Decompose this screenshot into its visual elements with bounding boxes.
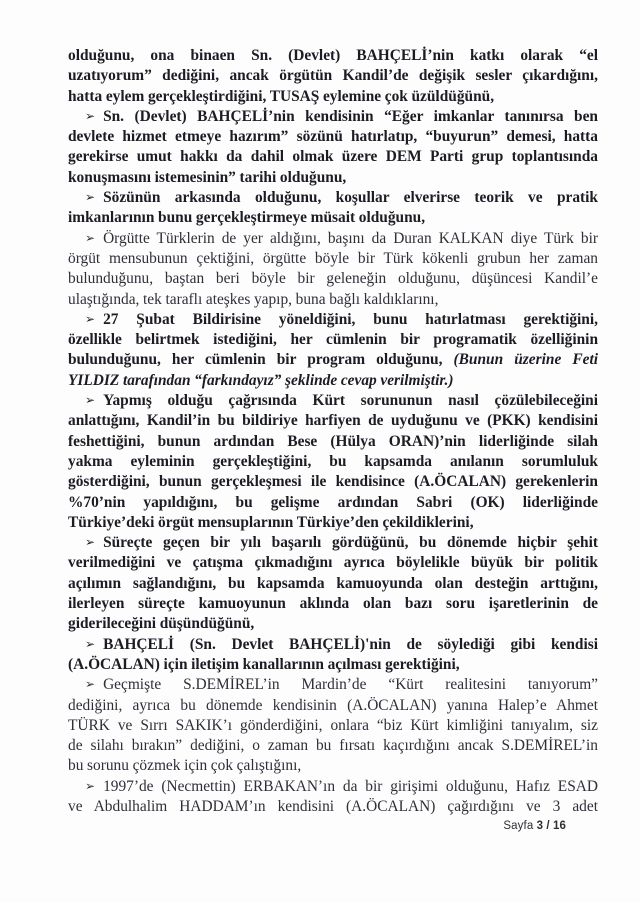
text-segment: Sn. (Devlet) BAHÇELİ’nin kendisinin “Eğer imkanlar tanınırsa ben — [103, 107, 598, 125]
text-segment: %70’nin yapıldığını, bu gelişme ardından Sabri (OK) liderliğinde — [68, 493, 598, 511]
bullet-paragraph — [68, 188, 598, 229]
text-line — [68, 736, 598, 756]
bullet-arrow-icon: ➢ — [85, 230, 96, 245]
text-segment: anlattığını, Kandil’in bu bildiriye harfiyen de uyduğunu ve (PKK) kendisini — [68, 412, 598, 430]
text-line — [68, 249, 598, 269]
bullet-paragraph — [68, 777, 598, 818]
text-line — [68, 655, 598, 675]
text-line — [68, 777, 598, 797]
text-line — [68, 269, 598, 289]
text-segment: BAHÇELİ (Sn. Devlet BAHÇELİ)'nin de söylediği gibi kendisi — [103, 635, 598, 653]
text-line — [68, 330, 598, 350]
text-segment: yakma eyleminin gerçekleştiğini, bu kapsamda anılanın sorumluluk — [68, 452, 598, 470]
text-line — [68, 614, 598, 634]
text-segment: hatta eylem gerçekleştirdiğini, TUSAŞ eylemine çok üzüldüğünü, — [68, 87, 495, 105]
text-segment: açılımın sağlandığını, bu kapsamda kamuoyunda olan desteğin arttığını, — [68, 574, 598, 592]
text-line — [68, 756, 598, 776]
text-line — [68, 107, 598, 127]
text-line — [68, 533, 598, 553]
text-line — [68, 46, 598, 66]
text-line — [68, 188, 598, 208]
footer-label: Sayfa — [503, 820, 534, 832]
bullet-arrow-icon: ➢ — [85, 190, 96, 205]
text-segment: bulunduğunu, her cümlenin bir program olduğunu, — [68, 351, 454, 369]
text-line — [68, 797, 598, 817]
text-segment: ilerleyen süreçte kamuoyunun aklında olan bazı soru işaretlerinin de — [68, 595, 598, 613]
text-segment: gösterdiğini, bunun gerçekleşmesi ile kendisince (A.ÖCALAN) gerekenlerin — [68, 473, 598, 491]
text-line — [68, 696, 598, 716]
text-segment: verilmediğini ve çatışma çıkmadığını ayrıca böylelikle büyük bir politik — [68, 554, 598, 572]
text-segment: özellikle belirtmek istediğini, her cümlenin bir programatik özelliğinin — [68, 331, 598, 349]
bullet-paragraph — [68, 310, 598, 391]
text-line — [68, 168, 598, 188]
text-segment: bu sorunu çözmek için çok çalıştığını, — [68, 757, 302, 775]
bullet-paragraph — [68, 533, 598, 634]
bullet-paragraph — [68, 391, 598, 533]
text-segment: 27 Şubat Bildirisine yöneldiğini, bunu hatırlatması gerektiğini, — [103, 310, 598, 328]
text-segment: devlete hizmet etmeye hazırım” sözünü hatırlatıp, “buyurun” demesi, hatta — [68, 128, 598, 146]
text-segment: Türkiye’deki örgüt mensuplarının Türkiye’den çekildiklerini, — [68, 513, 474, 531]
footer-page-number: 3 / 16 — [536, 820, 566, 832]
document-body — [68, 46, 598, 817]
text-segment: giderileceğini düşündüğünü, — [68, 615, 255, 633]
text-line — [68, 411, 598, 431]
text-segment: olduğunu, ona binaen Sn. (Devlet) BAHÇELİ’nin katkı olarak “el — [68, 47, 598, 64]
bullet-paragraph — [68, 675, 598, 776]
text-line — [68, 493, 598, 513]
text-line — [68, 594, 598, 614]
text-line — [68, 127, 598, 147]
text-segment: gerekirse umut hakkı da dahil olmak üzere DEM Parti grup toplantısında — [68, 148, 598, 166]
text-segment: ve Abdulhalim HADDAM’ın kendisini (A.ÖCALAN) çağırdığını ve 3 adet — [68, 797, 598, 815]
text-segment: de silahı bırakın” dediğini, o zaman bu fırsatı kaçırdığını ancak S.DEMİREL’in — [68, 737, 598, 755]
text-segment: bulunduğunu, baştan beri böyle bir geleneğin olduğunu, düşüncesi Kandil’e — [68, 270, 598, 288]
text-line — [68, 574, 598, 594]
text-line — [68, 208, 598, 228]
text-line — [68, 635, 598, 655]
bullet-arrow-icon: ➢ — [85, 677, 96, 692]
text-segment: örgüt mensubunun çektiğini, örgütte böyle bir Türk kökenli grubun her zaman — [68, 249, 598, 267]
text-segment: Geçmişte S.DEMİREL’in Mardin’de “Kürt realitesini tanıyorum” — [103, 676, 598, 694]
text-line — [68, 452, 598, 472]
text-line — [68, 391, 598, 411]
text-segment: Örgütte Türklerin de yer aldığını, başını da Duran KALKAN diye Türk bir — [103, 229, 598, 247]
text-segment: Sözünün arkasında olduğunu, koşullar elverirse teorik ve pratik — [103, 189, 598, 207]
text-line — [68, 310, 598, 330]
text-segment: feshettiğini, bunun ardından Bese (Hülya ORAN)’nin liderliğinde silah — [68, 432, 598, 450]
text-segment: uzatıyorum” dediğini, ancak örgütün Kandil’de değişik sesler çıkardığını, — [68, 67, 598, 85]
text-line — [68, 675, 598, 695]
page-footer — [503, 820, 566, 832]
bullet-paragraph — [68, 107, 598, 188]
text-segment: 1997’de (Necmettin) ERBAKAN’ın da bir girişimi olduğunu, Hafız ESAD — [103, 777, 598, 795]
text-line — [68, 513, 598, 533]
text-segment: Yapmış olduğu çağrısında Kürt sorununun nasıl çözülebileceğini — [103, 392, 598, 410]
text-line — [68, 229, 598, 249]
bullet-arrow-icon: ➢ — [85, 535, 96, 550]
bullet-arrow-icon: ➢ — [85, 311, 96, 326]
text-line — [68, 350, 598, 370]
text-segment: (Bunun üzerine Feti — [453, 351, 598, 369]
bullet-arrow-icon: ➢ — [85, 108, 96, 123]
text-segment: Süreçte geçen bir yılı başarılı gördüğünü, bu dönemde hiçbir şehit — [103, 534, 598, 552]
text-line — [68, 432, 598, 452]
text-line — [68, 371, 598, 391]
bullet-paragraph — [68, 635, 598, 676]
text-segment: YILDIZ tarafından “farkındayız” şeklinde cevap verilmiştir.) — [68, 371, 454, 389]
text-segment: (A.ÖCALAN) için iletişim kanallarının açılması gerektiğini, — [68, 655, 460, 673]
text-line — [68, 472, 598, 492]
text-line — [68, 716, 598, 736]
bullet-arrow-icon: ➢ — [85, 636, 96, 651]
bullet-arrow-icon: ➢ — [85, 393, 96, 408]
text-segment: TÜRK ve Sırrı SAKIK’ı gönderdiğini, onlara “biz Kürt kimliğini tanıyalım, siz — [68, 716, 598, 734]
bullet-paragraph — [68, 229, 598, 310]
bullet-arrow-icon: ➢ — [85, 778, 96, 793]
text-segment: imkanlarının bunu gerçekleştirmeye müsait olduğunu, — [68, 209, 426, 227]
text-line — [68, 87, 598, 107]
text-line — [68, 290, 598, 310]
text-line — [68, 553, 598, 573]
paragraph — [68, 46, 598, 107]
text-segment: ulaştığında, tek taraflı ateşkes yapıp, buna bağlı kaldıklarını, — [68, 290, 439, 308]
text-segment: dediğini, ayrıca bu dönemde kendisinin (A.ÖCALAN) yanına Halep’e Ahmet — [68, 696, 598, 714]
text-segment: konuşmasını istemesinin” tarihi olduğunu, — [68, 168, 347, 186]
text-line — [68, 147, 598, 167]
text-line — [68, 66, 598, 86]
